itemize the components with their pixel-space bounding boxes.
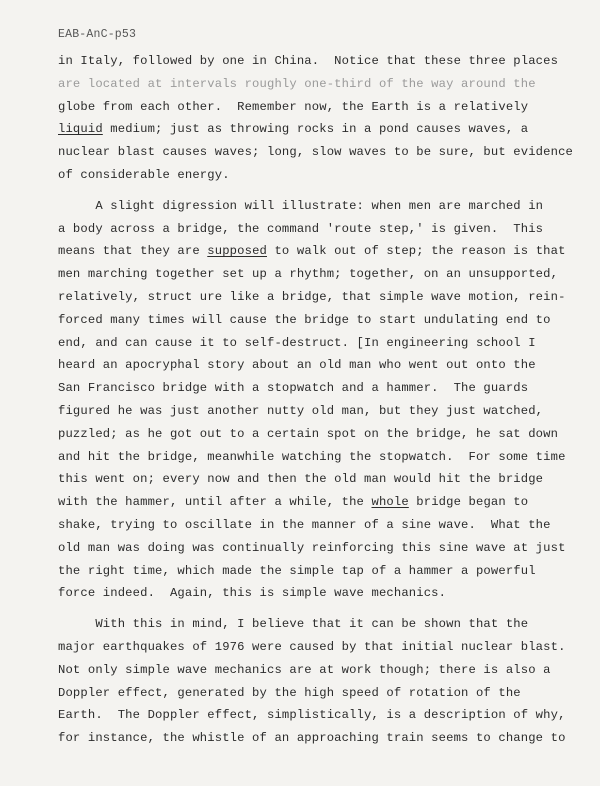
text-line: Earth. The Doppler effect, simplistically, is a description of why, <box>58 708 566 723</box>
text-line: this went on; every now and then the old man would hit the bridge <box>58 472 544 487</box>
paragraph <box>58 195 588 605</box>
text-line: figured he was just another nutty old man, but they just watched, <box>58 403 544 418</box>
text-line: With this in mind, I believe that it can be shown that the <box>58 617 529 632</box>
text-line: shake, trying to oscillate in the manner of a sine wave. What the <box>58 517 551 532</box>
text-line: means that they are supposed to walk out of step; the reason is that <box>58 244 566 259</box>
text-line: San Francisco bridge with a stopwatch and a hammer. The guards <box>58 381 529 396</box>
page-header-label: EAB-AnC-p53 <box>58 28 137 41</box>
text-line: end, and can cause it to self-destruct. [In engineering school I <box>58 335 536 350</box>
text-line: of considerable energy. <box>58 167 230 182</box>
text-line: men marching together set up a rhythm; together, on an unsupported, <box>58 267 559 282</box>
text-line: are located at intervals roughly one-third of the way around the <box>58 76 536 91</box>
document-body <box>58 50 588 750</box>
text-line: nuclear blast causes waves; long, slow waves to be sure, but evidence <box>58 145 573 160</box>
underlined-word: liquid <box>58 122 103 137</box>
text-line: heard an apocryphal story about an old man who went out onto the <box>58 358 536 373</box>
text-line: forced many times will cause the bridge to start undulating end to <box>58 312 551 327</box>
text-line: the right time, which made the simple tap of a hammer a powerful <box>58 563 536 578</box>
text-line: a body across a bridge, the command 'route step,' is given. This <box>58 221 544 236</box>
text-line: with the hammer, until after a while, the whole bridge began to <box>58 495 529 510</box>
underlined-word: supposed <box>207 244 267 259</box>
text-line <box>58 118 588 141</box>
text-line: for instance, the whistle of an approaching train seems to change to <box>58 731 566 746</box>
text-line: Not only simple wave mechanics are at work though; there is also a <box>58 662 551 677</box>
text-line: Doppler effect, generated by the high speed of rotation of the <box>58 685 521 700</box>
text-line: puzzled; as he got out to a certain spot on the bridge, he sat down <box>58 426 559 441</box>
text-line: old man was doing was continually reinforcing this sine wave at just <box>58 540 566 555</box>
underlined-word: whole <box>371 495 409 510</box>
text-line: force indeed. Again, this is simple wave mechanics. <box>58 586 447 601</box>
paragraph <box>58 50 588 187</box>
text-line: in Italy, followed by one in China. Notice that these three places <box>58 54 559 68</box>
text-line: and hit the bridge, meanwhile watching the stopwatch. For some time <box>58 449 566 464</box>
text-line: globe from each other. Remember now, the Earth is a relatively <box>58 99 529 114</box>
paragraph <box>58 613 588 750</box>
text-line: relatively, struct ure like a bridge, that simple wave motion, rein- <box>58 289 566 304</box>
text-line: A slight digression will illustrate: when men are marched in <box>58 198 544 213</box>
text-line: major earthquakes of 1976 were caused by that initial nuclear blast. <box>58 639 566 654</box>
text-fragment: medium; just as throwing rocks in a pond causes waves, a <box>102 122 529 137</box>
